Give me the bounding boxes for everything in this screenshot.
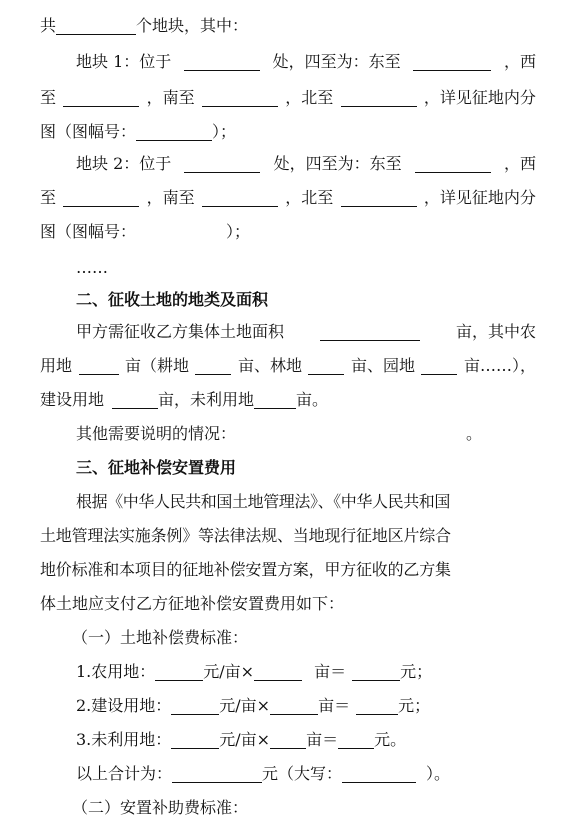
text: 图（图幅号： [40,222,137,241]
text: 其他需要说明的情况： [76,424,237,443]
sec3-para-line4 [40,592,536,616]
parcel2-line3 [40,220,536,244]
text: 元； [400,662,433,681]
text: 亩、林地 [237,356,302,375]
heading-text: 二、征收土地的地类及面积 [76,290,269,309]
text: 3.未利用地： [76,730,172,749]
ellipsis-line [76,256,536,280]
text: 亩，其中农 [455,322,536,341]
text: 共 [40,16,57,35]
text: 亩……）， [463,356,536,375]
blank-parcel2-west[interactable] [63,189,139,207]
text: ，详见征地内分 [423,188,536,207]
section3-heading [76,456,536,480]
text: 图（图幅号： [40,122,137,141]
parcel-count-line [40,14,536,38]
text: 元/亩× [219,730,271,749]
blank-construction-rate[interactable] [171,697,219,715]
text: 个地块，其中： [136,16,249,35]
text: 元/亩× [219,696,271,715]
text: 地块 2：位于 [76,154,172,173]
subsection1-heading [72,626,536,650]
text: 体土地应支付乙方征地补偿安置费用如下： [40,594,345,613]
blank-farmland-yuan[interactable] [352,663,400,681]
text: ，西 [503,154,536,173]
heading-text: 三、征地补偿安置费用 [76,458,237,477]
blank-unused-rate[interactable] [171,731,219,749]
blank-parcel2-south[interactable] [202,189,278,207]
text: ）。 [426,764,451,783]
text: ，南至 [146,188,195,207]
blank-total-area[interactable] [320,323,420,341]
text: 亩，未利用地 [158,390,255,409]
text: 根据《中华人民共和国土地管理法》、《中华人民共和国 [76,492,451,511]
blank-parcel1-location[interactable] [184,53,260,71]
blank-farmland-mu[interactable] [254,663,302,681]
text: 至 [40,188,57,207]
sec2-line3 [40,388,536,412]
text: 亩。 [296,390,329,409]
text: 2.建设用地： [76,696,172,715]
parcel1-line1 [76,50,536,74]
total-line [76,762,536,786]
text: ，南至 [146,88,195,107]
text: ，北至 [285,88,334,107]
blank-unused-mu[interactable] [270,731,306,749]
blank-total-in-words[interactable] [342,765,416,783]
text: （二）安置补助费标准： [72,798,249,817]
text: 用地 [40,356,73,375]
blank-parcel-count[interactable] [56,17,136,35]
text: 甲方需征收乙方集体土地面积 [76,322,285,341]
blank-total-yuan[interactable] [172,765,262,783]
text: 。 [466,424,483,443]
blank-construction-yuan[interactable] [356,697,398,715]
blank-parcel2-east[interactable] [415,155,491,173]
text: 至 [40,88,57,107]
blank-cultivated-area[interactable] [195,357,231,375]
text: …… [76,258,108,277]
blank-parcel1-mapsheet[interactable] [136,123,212,141]
blank-parcel1-west[interactable] [63,89,139,107]
blank-construction-area[interactable] [112,391,158,409]
parcel1-line2 [40,86,536,110]
blank-parcel1-north[interactable] [341,89,417,107]
blank-parcel2-north[interactable] [341,189,417,207]
blank-parcel1-east[interactable] [413,53,491,71]
sec3-para-line2 [40,524,536,548]
text: 以上合计为： [76,764,173,783]
text: 地块 1：位于 [76,52,172,71]
text: 元。 [374,730,407,749]
item3-line [76,728,536,752]
text: （一）土地补偿费标准： [72,628,249,647]
text: ，北至 [285,188,334,207]
blank-farmland-area[interactable] [79,357,119,375]
parcel2-line1 [76,152,536,176]
text: ，西 [503,52,536,71]
text: 亩＝ [318,696,351,715]
blank-garden-area[interactable] [421,357,457,375]
text: ）； [212,122,237,141]
text: 建设用地 [40,390,105,409]
blank-unused-area[interactable] [254,391,296,409]
text: 元； [398,696,431,715]
section2-heading [76,288,536,312]
sec2-line2 [40,354,536,378]
blank-parcel2-location[interactable] [184,155,260,173]
blank-construction-mu[interactable] [270,697,318,715]
sec2-line4 [76,422,536,446]
text: 亩＝ [314,662,347,681]
sec2-line1 [76,320,536,344]
text: 亩＝ [306,730,339,749]
parcel2-line2 [40,186,536,210]
blank-unused-yuan[interactable] [338,731,374,749]
parcel1-line3 [40,120,536,144]
text: 元（大写： [262,764,343,783]
sec3-para-line3 [40,558,536,582]
text: 亩、园地 [350,356,415,375]
text: 亩（耕地 [124,356,189,375]
sec3-para-line1 [76,490,536,514]
text: 处，四至为：东至 [273,154,402,173]
text: 1.农用地： [76,662,156,681]
item1-line [76,660,536,684]
text: 地价标准和本项目的征地补偿安置方案，甲方征收的乙方集 [40,560,451,579]
blank-parcel1-south[interactable] [202,89,278,107]
text: ，详见征地内分 [423,88,536,107]
text: 土地管理法实施条例》等法律法规、当地现行征地区片综合 [40,526,451,545]
item2-line [76,694,536,718]
text: ）； [226,222,251,241]
blank-farmland-rate[interactable] [155,663,203,681]
subsection2-heading [72,796,536,820]
text: 处，四至为：东至 [272,52,401,71]
text: 元/亩× [203,662,255,681]
blank-forest-area[interactable] [308,357,344,375]
